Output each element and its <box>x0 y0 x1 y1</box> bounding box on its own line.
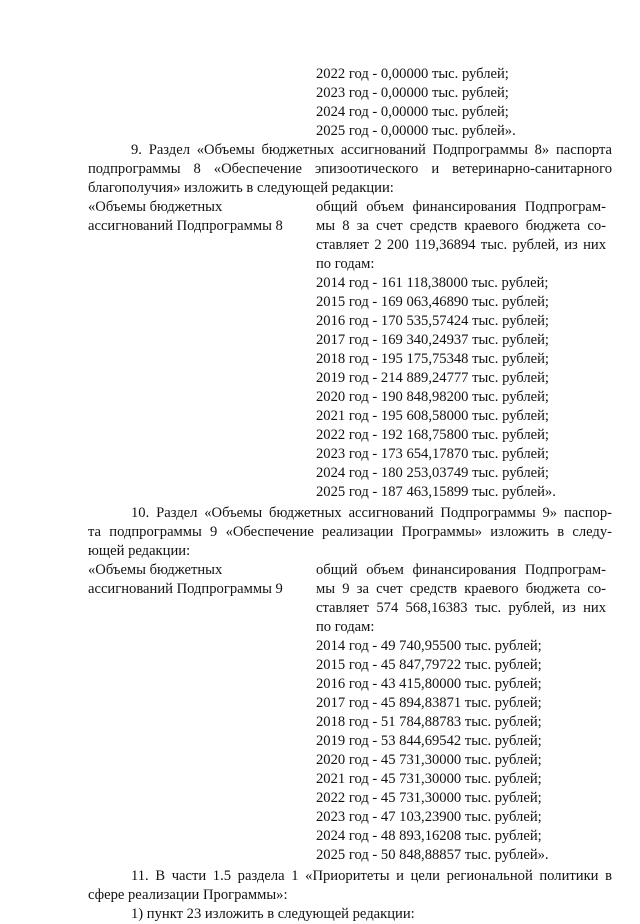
section9-total-line: ставляет 2 200 119,36894 тыс. рублей, из них <box>316 237 606 253</box>
section9-year-line: 2024 год - 180 253,03749 тыс. рублей; <box>316 465 549 481</box>
top-year-line: 2025 год - 0,00000 тыс. рублей». <box>316 123 516 139</box>
section10-year-line: 2024 год - 48 893,16208 тыс. рублей; <box>316 828 542 844</box>
section10-intro-line: 10. Раздел «Объемы бюджетных ассигнований Подпрограммы 9» паспор- <box>131 505 612 521</box>
section10-year-line: 2019 год - 53 844,69542 тыс. рублей; <box>316 733 542 749</box>
section11-intro-line: сфере реализации Программы»: <box>88 887 288 903</box>
section10-year-line: 2017 год - 45 894,83871 тыс. рублей; <box>316 695 542 711</box>
section10-total-line: общий объем финансирования Подпрограм- <box>316 562 606 578</box>
top-year-line: 2023 год - 0,00000 тыс. рублей; <box>316 85 509 101</box>
section10-label: «Объемы бюджетных <box>88 562 223 578</box>
section9-year-line: 2020 год - 190 848,98200 тыс. рублей; <box>316 389 549 405</box>
section9-total-line: по годам: <box>316 256 375 272</box>
section10-intro-line: ющей редакции: <box>88 543 191 559</box>
section9-year-line: 2018 год - 195 175,75348 тыс. рублей; <box>316 351 549 367</box>
section9-label: «Объемы бюджетных <box>88 199 223 215</box>
section9-year-line: 2021 год - 195 608,58000 тыс. рублей; <box>316 408 549 424</box>
section9-year-line: 2014 год - 161 118,38000 тыс. рублей; <box>316 275 549 291</box>
section9-year-line: 2019 год - 214 889,24777 тыс. рублей; <box>316 370 549 386</box>
section10-total-line: по годам: <box>316 619 375 635</box>
section11-intro-line: 11. В части 1.5 раздела 1 «Приоритеты и цели региональной политики в <box>131 868 612 884</box>
section10-year-line: 2021 год - 45 731,30000 тыс. рублей; <box>316 771 542 787</box>
section9-intro-line: подпрограммы 8 «Обеспечение эпизоотического и ветеринарно-санитарного <box>88 161 612 177</box>
section10-year-line: 2016 год - 43 415,80000 тыс. рублей; <box>316 676 542 692</box>
section9-intro-line: 9. Раздел «Объемы бюджетных ассигнований Подпрограммы 8» паспорта <box>131 142 612 158</box>
section10-intro-line: та подпрограммы 9 «Обеспечение реализации Программы» изложить в следу- <box>88 524 612 540</box>
section9-year-line: 2022 год - 192 168,75800 тыс. рублей; <box>316 427 549 443</box>
top-year-line: 2024 год - 0,00000 тыс. рублей; <box>316 104 509 120</box>
section11-item: 1) пункт 23 изложить в следующей редакции: <box>131 906 415 922</box>
section10-year-line: 2025 год - 50 848,88857 тыс. рублей». <box>316 847 549 863</box>
section9-year-line: 2015 год - 169 063,46890 тыс. рублей; <box>316 294 549 310</box>
section9-intro-line: благополучия» изложить в следующей редакции: <box>88 180 394 196</box>
section10-year-line: 2018 год - 51 784,88783 тыс. рублей; <box>316 714 542 730</box>
section9-year-line: 2016 год - 170 535,57424 тыс. рублей; <box>316 313 549 329</box>
section9-label: ассигнований Подпрограммы 8 <box>88 218 283 234</box>
section9-year-line: 2023 год - 173 654,17870 тыс. рублей; <box>316 446 549 462</box>
section10-year-line: 2015 год - 45 847,79722 тыс. рублей; <box>316 657 542 673</box>
section10-total-line: мы 9 за счет средств краевого бюджета со- <box>316 581 606 597</box>
section9-year-line: 2025 год - 187 463,15899 тыс. рублей». <box>316 484 556 500</box>
top-year-line: 2022 год - 0,00000 тыс. рублей; <box>316 66 509 82</box>
section10-year-line: 2014 год - 49 740,95500 тыс. рублей; <box>316 638 542 654</box>
section10-label: ассигнований Подпрограммы 9 <box>88 581 283 597</box>
section10-year-line: 2023 год - 47 103,23900 тыс. рублей; <box>316 809 542 825</box>
section9-year-line: 2017 год - 169 340,24937 тыс. рублей; <box>316 332 549 348</box>
section10-year-line: 2022 год - 45 731,30000 тыс. рублей; <box>316 790 542 806</box>
section10-total-line: ставляет 574 568,16383 тыс. рублей, из них <box>316 600 606 616</box>
section10-year-line: 2020 год - 45 731,30000 тыс. рублей; <box>316 752 542 768</box>
section9-total-line: мы 8 за счет средств краевого бюджета со- <box>316 218 606 234</box>
section9-total-line: общий объем финансирования Подпрограм- <box>316 199 606 215</box>
